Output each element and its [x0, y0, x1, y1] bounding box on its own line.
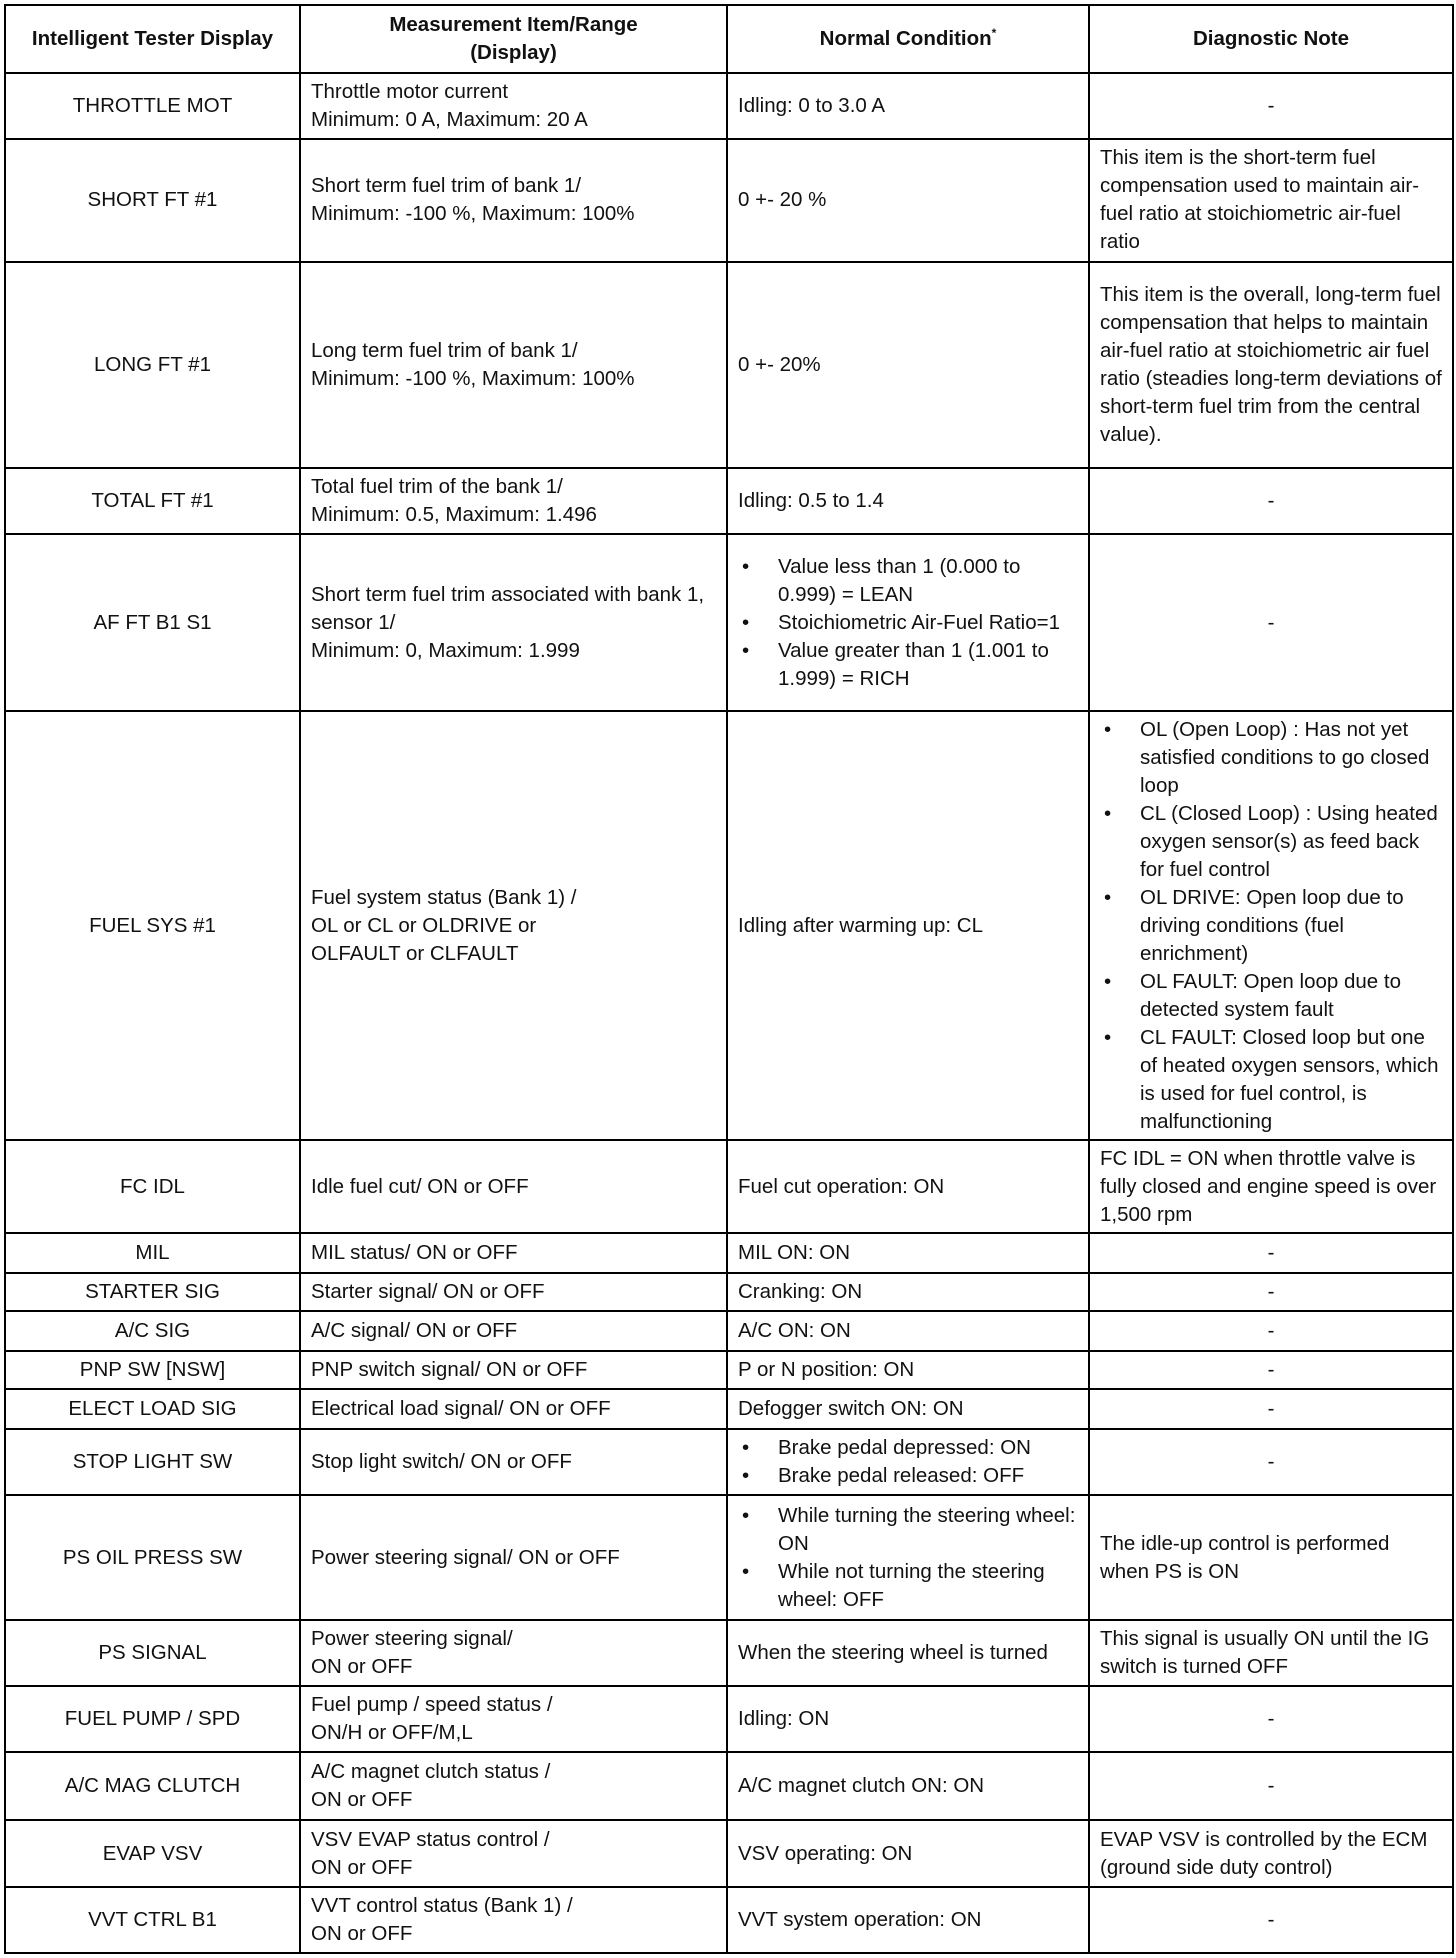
table-row — [5, 1887, 1453, 1953]
cell-normal-condition: Idling: 0 to 3.0 A — [727, 73, 1089, 139]
cell-normal-condition: Defogger switch ON: ON — [727, 1389, 1089, 1429]
cell-normal-condition: A/C magnet clutch ON: ON — [727, 1752, 1089, 1820]
cell-tester-display: A/C MAG CLUTCH — [5, 1752, 300, 1820]
normal-condition-item: • While turning the steering wheel: ON — [738, 1502, 1078, 1558]
diagnostic-note-item: • OL DRIVE: Open loop due to driving conditions (fuel enrichment) — [1100, 884, 1442, 968]
cell-normal-condition: Cranking: ON — [727, 1273, 1089, 1311]
table-row — [5, 1752, 1453, 1820]
table-row — [5, 1389, 1453, 1429]
table-row — [5, 1273, 1453, 1311]
cell-diagnostic-note: EVAP VSV is controlled by the ECM (ground side duty control) — [1089, 1820, 1453, 1886]
cell-normal-condition: 0 +- 20 % — [727, 139, 1089, 261]
normal-condition-list — [738, 1502, 1078, 1614]
table-body — [5, 73, 1453, 1953]
normal-condition-list — [738, 1434, 1078, 1490]
cell-normal-condition: When the steering wheel is turned — [727, 1620, 1089, 1686]
cell-diagnostic-note: The idle-up control is performed when PS is ON — [1089, 1495, 1453, 1619]
measurement-line: ON or OFF — [311, 1921, 413, 1945]
table-row — [5, 139, 1453, 261]
cell-measurement — [300, 262, 727, 469]
cell-measurement — [300, 1233, 727, 1273]
measurement-line: Minimum: -100 %, Maximum: 100% — [311, 202, 635, 226]
measurement-line: VVT control status (Bank 1) / — [311, 1893, 573, 1917]
table-row — [5, 1820, 1453, 1886]
cell-diagnostic-note: - — [1089, 1233, 1453, 1273]
cell-measurement — [300, 1351, 727, 1389]
cell-diagnostic-note: This signal is usually ON until the IG switch is turned OFF — [1089, 1620, 1453, 1686]
cell-tester-display: PS OIL PRESS SW — [5, 1495, 300, 1619]
measurement-line: Minimum: 0.5, Maximum: 1.496 — [311, 503, 597, 527]
cell-tester-display: FUEL PUMP / SPD — [5, 1686, 300, 1752]
cell-diagnostic-note: - — [1089, 1311, 1453, 1351]
measurement-line: MIL status/ ON or OFF — [311, 1240, 518, 1264]
measurement-line: Long term fuel trim of bank 1/ — [311, 338, 578, 362]
normal-condition-list — [738, 553, 1078, 693]
cell-diagnostic-note: - — [1089, 1887, 1453, 1953]
cell-diagnostic-note: - — [1089, 1429, 1453, 1495]
cell-tester-display: PS SIGNAL — [5, 1620, 300, 1686]
cell-tester-display: SHORT FT #1 — [5, 139, 300, 261]
cell-diagnostic-note: - — [1089, 1752, 1453, 1820]
cell-tester-display: A/C SIG — [5, 1311, 300, 1351]
cell-measurement — [300, 534, 727, 711]
cell-tester-display: VVT CTRL B1 — [5, 1887, 300, 1953]
diagnostic-data-table — [4, 4, 1454, 1954]
measurement-line: Short term fuel trim associated with bank 1, sensor 1/ — [311, 582, 705, 634]
cell-normal-condition: VVT system operation: ON — [727, 1887, 1089, 1953]
cell-measurement — [300, 139, 727, 261]
cell-measurement — [300, 1620, 727, 1686]
header-normal-footnote-mark: * — [991, 26, 997, 41]
measurement-line: Minimum: 0 A, Maximum: 20 A — [311, 108, 588, 132]
normal-condition-item: • Value less than 1 (0.000 to 0.999) = LEAN — [738, 553, 1078, 609]
measurement-line: Throttle motor current — [311, 80, 509, 104]
table-row — [5, 1140, 1453, 1232]
header-normal-condition — [727, 5, 1089, 73]
cell-tester-display: MIL — [5, 1233, 300, 1273]
cell-normal-condition — [727, 534, 1089, 711]
measurement-line: Fuel pump / speed status / — [311, 1693, 553, 1717]
measurement-line: A/C magnet clutch status / — [311, 1760, 551, 1784]
table-row — [5, 1351, 1453, 1389]
cell-measurement — [300, 73, 727, 139]
cell-diagnostic-note — [1089, 711, 1453, 1140]
measurement-line: A/C signal/ ON or OFF — [311, 1318, 518, 1342]
measurement-line: Starter signal/ ON or OFF — [311, 1279, 545, 1303]
cell-diagnostic-note: - — [1089, 1273, 1453, 1311]
cell-normal-condition: Idling after warming up: CL — [727, 711, 1089, 1140]
table-row — [5, 1686, 1453, 1752]
cell-normal-condition: MIL ON: ON — [727, 1233, 1089, 1273]
cell-measurement — [300, 711, 727, 1140]
measurement-line: Stop light switch/ ON or OFF — [311, 1450, 572, 1474]
cell-normal-condition: P or N position: ON — [727, 1351, 1089, 1389]
table-row — [5, 1233, 1453, 1273]
table-row — [5, 1429, 1453, 1495]
cell-measurement — [300, 1820, 727, 1886]
measurement-line: ON or OFF — [311, 1855, 413, 1879]
cell-tester-display: LONG FT #1 — [5, 262, 300, 469]
table-row — [5, 468, 1453, 534]
cell-normal-condition: Idling: 0.5 to 1.4 — [727, 468, 1089, 534]
cell-measurement — [300, 1887, 727, 1953]
measurement-line: ON/H or OFF/M,L — [311, 1721, 473, 1745]
cell-tester-display: THROTTLE MOT — [5, 73, 300, 139]
diagnostic-note-item: • OL FAULT: Open loop due to detected system fault — [1100, 968, 1442, 1024]
measurement-line: Short term fuel trim of bank 1/ — [311, 174, 582, 198]
measurement-line: Power steering signal/ ON or OFF — [311, 1545, 620, 1569]
diagnostic-note-item: • OL (Open Loop) : Has not yet satisfied conditions to go closed loop — [1100, 716, 1442, 800]
table-row — [5, 73, 1453, 139]
table-row — [5, 1495, 1453, 1619]
measurement-line: OLFAULT or CLFAULT — [311, 941, 519, 965]
normal-condition-item: • Brake pedal released: OFF — [738, 1462, 1078, 1490]
cell-diagnostic-note: - — [1089, 1686, 1453, 1752]
normal-condition-item: • Stoichiometric Air-Fuel Ratio=1 — [738, 609, 1078, 637]
cell-diagnostic-note: - — [1089, 1389, 1453, 1429]
table-row — [5, 534, 1453, 711]
normal-condition-item: • While not turning the steering wheel: OFF — [738, 1558, 1078, 1614]
cell-measurement — [300, 1752, 727, 1820]
cell-measurement — [300, 1311, 727, 1351]
cell-diagnostic-note: - — [1089, 73, 1453, 139]
cell-diagnostic-note: - — [1089, 468, 1453, 534]
header-measurement — [300, 5, 727, 73]
measurement-line: Minimum: 0, Maximum: 1.999 — [311, 638, 580, 662]
header-display: Intelligent Tester Display — [5, 5, 300, 73]
measurement-line: Idle fuel cut/ ON or OFF — [311, 1174, 529, 1198]
cell-tester-display: FC IDL — [5, 1140, 300, 1232]
cell-tester-display: FUEL SYS #1 — [5, 711, 300, 1140]
cell-tester-display: PNP SW [NSW] — [5, 1351, 300, 1389]
measurement-line: ON or OFF — [311, 1788, 413, 1812]
cell-normal-condition: Idling: ON — [727, 1686, 1089, 1752]
cell-diagnostic-note: This item is the short-term fuel compensation used to maintain air-fuel ratio at stoichiometric air-fuel ratio — [1089, 139, 1453, 261]
measurement-line: ON or OFF — [311, 1654, 413, 1678]
cell-measurement — [300, 468, 727, 534]
table-row — [5, 711, 1453, 1140]
normal-condition-item: • Brake pedal depressed: ON — [738, 1434, 1078, 1462]
cell-measurement — [300, 1140, 727, 1232]
cell-normal-condition — [727, 1495, 1089, 1619]
diagnostic-note-item: • CL FAULT: Closed loop but one of heated oxygen sensors, which is used for fuel control, is malfunctioning — [1100, 1024, 1442, 1136]
diagnostic-note-list — [1100, 716, 1442, 1136]
measurement-line: VSV EVAP status control / — [311, 1827, 550, 1851]
cell-diagnostic-note: FC IDL = ON when throttle valve is fully closed and engine speed is over 1,500 rpm — [1089, 1140, 1453, 1232]
cell-normal-condition: Fuel cut operation: ON — [727, 1140, 1089, 1232]
measurement-line: Total fuel trim of the bank 1/ — [311, 475, 563, 499]
cell-normal-condition: 0 +- 20% — [727, 262, 1089, 469]
cell-diagnostic-note: This item is the overall, long-term fuel compensation that helps to maintain air-fuel ratio at stoichiometric air fuel ratio (steadies long-term deviations of short-term fuel trim from the central value). — [1089, 262, 1453, 469]
table-row — [5, 1620, 1453, 1686]
diagnostic-note-item: • CL (Closed Loop) : Using heated oxygen sensor(s) as feed back for fuel control — [1100, 800, 1442, 884]
cell-measurement — [300, 1273, 727, 1311]
header-diagnostic-note: Diagnostic Note — [1089, 5, 1453, 73]
measurement-line: Minimum: -100 %, Maximum: 100% — [311, 366, 635, 390]
cell-tester-display: STOP LIGHT SW — [5, 1429, 300, 1495]
cell-measurement — [300, 1429, 727, 1495]
table-row — [5, 262, 1453, 469]
cell-measurement — [300, 1495, 727, 1619]
header-measurement-line1: Measurement Item/Range — [389, 13, 638, 36]
measurement-line: OL or CL or OLDRIVE or — [311, 913, 537, 937]
measurement-line: Electrical load signal/ ON or OFF — [311, 1397, 611, 1421]
normal-condition-item: • Value greater than 1 (1.001 to 1.999) = RICH — [738, 637, 1078, 693]
cell-normal-condition — [727, 1429, 1089, 1495]
cell-normal-condition: VSV operating: ON — [727, 1820, 1089, 1886]
header-measurement-line2: (Display) — [470, 41, 557, 64]
header-row — [5, 5, 1453, 73]
table-row — [5, 1311, 1453, 1351]
cell-measurement — [300, 1389, 727, 1429]
cell-tester-display: AF FT B1 S1 — [5, 534, 300, 711]
measurement-line: PNP switch signal/ ON or OFF — [311, 1358, 588, 1382]
cell-measurement — [300, 1686, 727, 1752]
cell-diagnostic-note: - — [1089, 1351, 1453, 1389]
measurement-line: Power steering signal/ — [311, 1626, 513, 1650]
cell-tester-display: TOTAL FT #1 — [5, 468, 300, 534]
cell-diagnostic-note: - — [1089, 534, 1453, 711]
cell-tester-display: EVAP VSV — [5, 1820, 300, 1886]
measurement-line: Fuel system status (Bank 1) / — [311, 885, 577, 909]
cell-tester-display: ELECT LOAD SIG — [5, 1389, 300, 1429]
cell-normal-condition: A/C ON: ON — [727, 1311, 1089, 1351]
header-normal-text: Normal Condition — [819, 27, 992, 50]
cell-tester-display: STARTER SIG — [5, 1273, 300, 1311]
